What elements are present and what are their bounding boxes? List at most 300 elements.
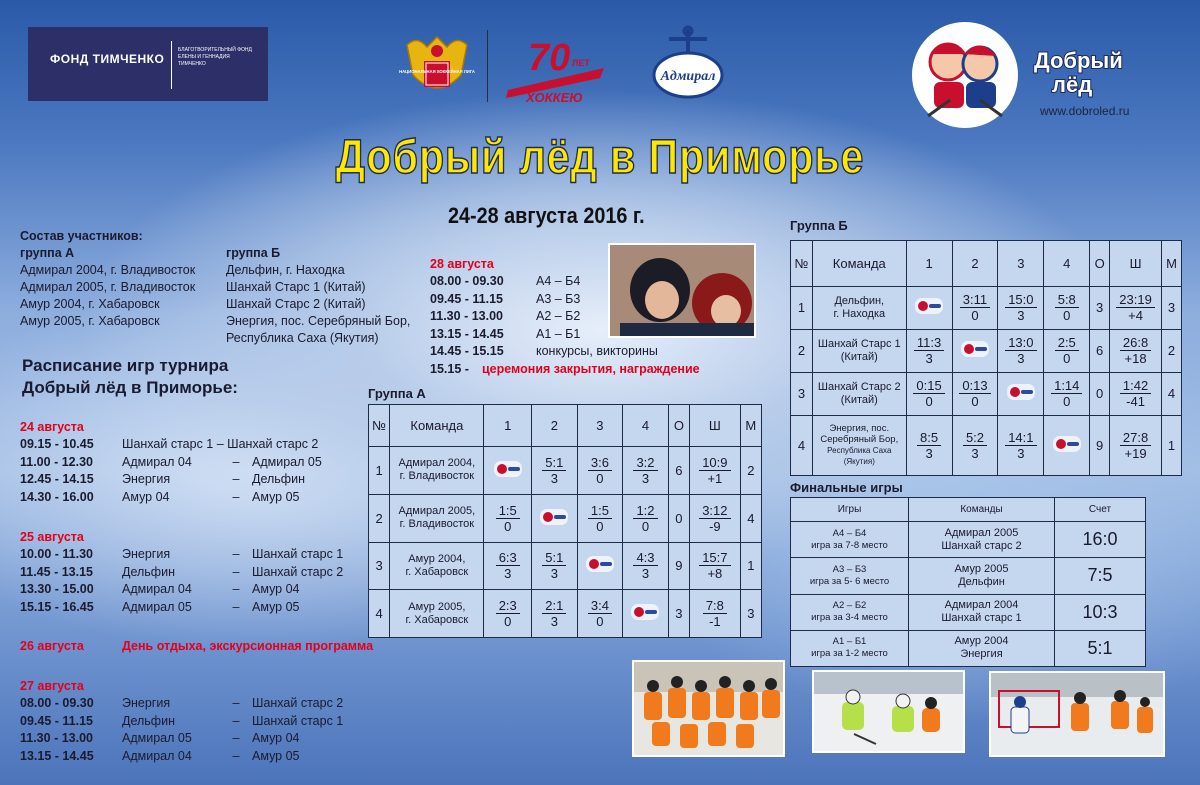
dobry-line2: лёд [1052, 72, 1093, 97]
game-pair: А3 – Б3 [536, 291, 581, 306]
score: 0:13 [959, 378, 990, 394]
score-cell [1044, 287, 1090, 330]
place: 3 [740, 590, 761, 638]
team-home: Энергия [122, 472, 171, 486]
game-action-photo [989, 671, 1165, 757]
row-number: 2 [791, 329, 813, 372]
dash: – [232, 547, 240, 561]
finals-caption: Финальные игры [790, 480, 903, 495]
schedule-title-line: Добрый лёд в Приморье: [22, 378, 238, 397]
team-home: Энергия [122, 547, 171, 561]
dobry-led-mascot-logo [910, 20, 1020, 130]
dash: – [232, 454, 240, 469]
game-row [20, 489, 322, 507]
goal-diff: +1 [707, 470, 723, 486]
score: 3:6 [588, 455, 612, 471]
day-schedule [20, 678, 343, 765]
points: 3 [971, 445, 979, 461]
points: 3 [1017, 308, 1025, 324]
table-row [791, 630, 1146, 666]
score-cell [998, 287, 1044, 330]
col-header: Команда [390, 405, 484, 447]
team-away: Дельфин [252, 472, 305, 486]
score: 1:5 [496, 503, 520, 519]
goal-diff: +8 [707, 566, 723, 582]
team-line: Серебряный Бор, [820, 434, 899, 446]
score-cell [623, 542, 669, 590]
points-total: 6 [1090, 329, 1110, 372]
score-cell [952, 415, 998, 475]
match-cell [791, 558, 909, 594]
score-cell [532, 447, 578, 495]
match-place: игра за 1-2 место [811, 648, 888, 660]
goals-cell [1110, 372, 1162, 415]
table-row [791, 594, 1146, 630]
points: 0 [641, 518, 650, 534]
admiral-club-logo [647, 25, 729, 105]
score: 5:8 [1055, 292, 1079, 308]
game-time: 11.30 - 13.00 [20, 731, 93, 745]
event-text: конкурсы, викторины [536, 344, 658, 358]
col-header: Команда [812, 241, 906, 287]
dash: – [232, 696, 240, 710]
team-home: Дельфин [122, 713, 175, 728]
day-date: 28 августа [430, 257, 494, 271]
points: 3 [641, 566, 650, 582]
dash: – [232, 472, 240, 486]
game-row [20, 471, 322, 489]
points-total: 0 [668, 494, 689, 542]
game-pair: А2 – Б2 [536, 309, 581, 323]
points: 0 [971, 394, 979, 410]
points-total: 3 [1090, 287, 1110, 330]
score: 2:5 [1055, 335, 1079, 351]
points-total: 9 [1090, 415, 1110, 475]
finals-table [790, 497, 1146, 667]
team-line: Энергия [960, 648, 1003, 661]
team-home: Адмирал 04 [122, 748, 192, 763]
score-cell [906, 329, 952, 372]
match-pair: А2 – Б2 [832, 600, 867, 612]
participants-heading: Состав участников: [20, 229, 143, 243]
schedule-title [22, 355, 238, 399]
row-number: 3 [369, 542, 390, 590]
score-cell [577, 590, 623, 638]
score: 14:1 [1005, 430, 1036, 446]
svg-text:70 [528, 37, 570, 79]
dash: – [232, 748, 240, 763]
col-header: Счет [1055, 498, 1146, 522]
group-a-team: Амур 2004, г. Хабаровск [20, 297, 160, 311]
goals-cell [1110, 329, 1162, 372]
points-total: 9 [668, 542, 689, 590]
score-cell [577, 447, 623, 495]
table-row [791, 415, 1182, 475]
anniv-word: ХОККЕЮ [526, 90, 583, 105]
row-number: 4 [791, 415, 813, 475]
goals-cell [690, 590, 741, 638]
goals-cell [1110, 415, 1162, 475]
teams-cell [909, 522, 1055, 558]
table-row [369, 590, 762, 638]
group-a-team: Амур 2005, г. Хабаровск [20, 314, 160, 328]
hockey-70-years-logo [500, 28, 610, 108]
goals: 7:8 [703, 598, 727, 614]
group-a-caption: Группа А [368, 386, 426, 401]
team-away: Амур 04 [252, 731, 300, 745]
goals: 23:19 [1116, 292, 1155, 308]
rest-day-text: День отдыха, экскурсионная программа [122, 639, 374, 653]
table-row [791, 558, 1146, 594]
score: 1:14 [1051, 378, 1082, 394]
svg-text:НАЦИОНАЛЬНАЯ ХОККЕЙНАЯ ЛИГА [399, 69, 475, 74]
final-score: 10:3 [1055, 594, 1146, 630]
dobry-led-mini-logo [494, 461, 522, 477]
team-away: Амур 05 [252, 489, 300, 504]
score: 2:3 [496, 598, 520, 614]
game-row [20, 581, 343, 599]
score-cell [906, 415, 952, 475]
match-cell [791, 630, 909, 666]
self-cell [952, 329, 998, 372]
day-date: 27 августа [20, 679, 84, 693]
place: 3 [1162, 287, 1182, 330]
goals: 27:8 [1120, 430, 1151, 446]
table-row [791, 329, 1182, 372]
row-number: 4 [369, 590, 390, 638]
table-row [791, 287, 1182, 330]
place: 2 [740, 447, 761, 495]
score: 3:4 [588, 598, 612, 614]
score-cell [952, 287, 998, 330]
anniv-number: 70 [528, 37, 571, 79]
dash: – [232, 731, 240, 745]
fond-name: ФОНД ТИМЧЕНКО [50, 52, 165, 66]
table-row [791, 522, 1146, 558]
team-line: Дельфин [958, 575, 1005, 588]
group-b-team: Дельфин, г. Находка [226, 263, 345, 277]
goals-cell [690, 542, 741, 590]
points: 3 [550, 470, 558, 486]
players-on-ice-photo [812, 670, 965, 753]
goal-diff: +4 [1128, 308, 1143, 324]
dobry-led-mini-logo [961, 341, 989, 357]
match-cell [791, 594, 909, 630]
score-cell [484, 542, 532, 590]
points-total: 3 [668, 590, 689, 638]
final-score: 5:1 [1055, 630, 1146, 666]
place: 4 [1162, 372, 1182, 415]
match-cell [791, 522, 909, 558]
team-line: Адмирал 2004 [944, 599, 1019, 612]
points: 3 [550, 614, 558, 630]
score: 5:2 [963, 430, 987, 446]
event-time: 15.15 - [430, 361, 469, 376]
points: 3 [550, 566, 558, 582]
col-header: Команды [909, 498, 1055, 522]
team-home: Адмирал 05 [122, 599, 192, 614]
dobry-led-mini-logo [1007, 384, 1035, 400]
game-time: 09.45 - 11.15 [430, 291, 503, 306]
game-time: 11.00 - 12.30 [20, 454, 93, 469]
table-row [369, 542, 762, 590]
day-schedule [20, 529, 343, 616]
game-row [20, 436, 322, 454]
col-header: М [1162, 241, 1182, 287]
score-cell [998, 329, 1044, 372]
team-line: Шанхай Старс 1 [817, 337, 901, 350]
team-away: Амур 05 [252, 599, 300, 614]
dash: – [232, 582, 240, 596]
team-away: Адмирал 05 [252, 454, 322, 469]
dobry-led-mini-logo [631, 604, 659, 620]
svg-text:Адмирал [660, 69, 716, 84]
team-line: Шанхай Старс 2 [817, 380, 901, 393]
team-name [390, 590, 484, 638]
points: 0 [596, 470, 604, 486]
team-line: Адмирал 2005, [398, 505, 476, 518]
final-score: 7:5 [1055, 558, 1146, 594]
table-header-row [791, 241, 1182, 287]
table-header-row [791, 498, 1146, 522]
team-group-photo [632, 660, 785, 757]
points: 0 [925, 394, 933, 410]
points: 3 [641, 470, 650, 486]
score: 5:1 [542, 550, 566, 566]
points: 0 [504, 614, 512, 630]
goals-cell [690, 494, 741, 542]
game-row [20, 695, 343, 713]
event-row [430, 343, 700, 361]
score: 8:5 [917, 430, 941, 446]
goal-diff: +18 [1124, 351, 1147, 367]
col-header: 4 [1044, 241, 1090, 287]
table-row [369, 447, 762, 495]
day-date: 24 августа [20, 420, 84, 434]
row-number: 1 [791, 287, 813, 330]
score-cell [623, 447, 669, 495]
game-time: 09.45 - 11.15 [20, 713, 93, 728]
participants-block [20, 228, 195, 330]
game-time: 09.15 - 10.45 [20, 437, 94, 451]
table-header-row [369, 405, 762, 447]
event-time: 14.45 - 15.15 [430, 344, 504, 358]
points: 0 [596, 518, 604, 534]
points-total: 6 [668, 447, 689, 495]
group-a-team: Адмирал 2005, г. Владивосток [20, 280, 196, 294]
team-home: Адмирал 04 [122, 454, 192, 469]
group-a-label: группа А [20, 246, 75, 260]
goals-cell [1110, 287, 1162, 330]
score: 0:15 [913, 378, 944, 394]
svg-text:ХОККЕЮ [525, 90, 583, 105]
group-b-team: Шанхай Старс 1 (Китай) [226, 280, 366, 294]
goal-diff: -41 [1126, 394, 1145, 410]
team-line: Адмирал 2005 [944, 526, 1019, 539]
team-name [812, 415, 906, 475]
team-line: Энергия, пос. [829, 423, 890, 435]
score: 5:1 [542, 455, 566, 471]
goals: 10:9 [699, 455, 730, 471]
group-b-participants [226, 245, 410, 347]
self-cell [1044, 415, 1090, 475]
col-header: Ш [1110, 241, 1162, 287]
group-b-team: Республика Саха (Якутия) [226, 331, 379, 345]
table-row [369, 494, 762, 542]
points: 3 [925, 351, 933, 367]
goal-diff: +19 [1124, 445, 1147, 461]
match-place: игра за 5- 6 место [809, 575, 890, 587]
table-row [791, 372, 1182, 415]
goals: 1:42 [1120, 378, 1151, 394]
team-line: Шанхай старс 1 [941, 612, 1022, 625]
team-line: (Китай) [840, 350, 878, 363]
col-header: О [668, 405, 689, 447]
admiral-word: Адмирал [660, 69, 716, 84]
score: 2:1 [542, 598, 566, 614]
team-line: (Китай) [840, 393, 878, 406]
score-cell [906, 372, 952, 415]
match-place: игра за 7-8 место [811, 539, 888, 551]
team-line: г. Находка [833, 307, 886, 320]
points: 3 [1017, 445, 1025, 461]
team-line: Амур 2005, [408, 600, 466, 613]
teams-cell [909, 558, 1055, 594]
team-line: Республика Саха (Якутия) [827, 446, 892, 467]
score-cell [577, 494, 623, 542]
match-pair: А4 – Б4 [832, 527, 867, 539]
game-pair: А1 – Б1 [536, 326, 581, 341]
place: 4 [740, 494, 761, 542]
points: 3 [1017, 351, 1025, 367]
score: 3:11 [960, 292, 990, 308]
svg-text:лёд [1052, 72, 1092, 97]
team-line: Адмирал 2004, [398, 457, 476, 470]
col-header: 3 [577, 405, 623, 447]
dobry-led-logo [1030, 44, 1165, 99]
team-name [390, 542, 484, 590]
team-line: г. Хабаровск [405, 613, 469, 626]
match-pair: А1 – Б1 [832, 636, 867, 648]
col-header: № [791, 241, 813, 287]
kids-helmets-photo [608, 243, 756, 338]
event-row [430, 361, 700, 379]
team-line: Амур 2004, [408, 552, 466, 565]
self-cell [532, 494, 578, 542]
group-a-team: Адмирал 2004, г. Владивосток [20, 263, 196, 277]
col-header: 4 [623, 405, 669, 447]
game-time: 08.00 - 09.30 [430, 274, 504, 288]
site-url[interactable]: www.dobroled.ru [1040, 104, 1130, 118]
points: 0 [1063, 394, 1071, 410]
points: 0 [1063, 308, 1071, 324]
dash: – [232, 599, 240, 614]
team-home: Адмирал 05 [122, 731, 192, 745]
dobry-led-mini-logo [586, 556, 614, 572]
svg-text:ЛЕТ [572, 58, 590, 68]
goals-cell [690, 447, 741, 495]
game-time: 12.45 - 14.15 [20, 472, 94, 486]
rest-day [20, 639, 373, 653]
game-row [20, 546, 343, 564]
goals: 3:12 [699, 503, 730, 519]
game-time: 10.00 - 11.30 [20, 547, 93, 561]
score-cell [1044, 329, 1090, 372]
team-name [812, 287, 906, 330]
dobry-line1: Добрый [1034, 48, 1123, 73]
group-b-label: группа Б [226, 246, 281, 260]
game-row [20, 599, 343, 617]
self-cell [998, 372, 1044, 415]
col-header: № [369, 405, 390, 447]
team-away: Шанхай старс 1 [252, 547, 344, 561]
score-cell [484, 494, 532, 542]
team-away: Амур 04 [252, 582, 300, 596]
group-a-table [368, 404, 762, 638]
game-row [20, 730, 343, 748]
score: 13:0 [1005, 335, 1036, 351]
goals: 15:7 [699, 550, 730, 566]
self-cell [577, 542, 623, 590]
match-pair: А3 – Б3 [832, 563, 867, 575]
team-away: Амур 05 [252, 748, 300, 763]
game-row [20, 748, 343, 766]
score-cell [1044, 372, 1090, 415]
self-cell [906, 287, 952, 330]
score-cell [532, 542, 578, 590]
team-line: Шанхай старс 2 [941, 539, 1022, 552]
row-number: 1 [369, 447, 390, 495]
game-time: 13.15 - 14.45 [430, 326, 504, 341]
game-time: 08.00 - 09.30 [20, 696, 94, 710]
game-time: 11.45 - 13.15 [20, 564, 93, 579]
team-name [390, 447, 484, 495]
rest-day-date: 26 августа [20, 639, 84, 653]
dash: – [232, 564, 240, 579]
points: 0 [504, 518, 512, 534]
team-home: Амур 04 [122, 489, 170, 504]
row-number: 2 [369, 494, 390, 542]
day-date: 25 августа [20, 530, 84, 544]
poster-title: Добрый лёд в Приморье [335, 131, 865, 184]
team-home: Энергия [122, 696, 171, 710]
score-cell [532, 590, 578, 638]
score-cell [623, 494, 669, 542]
col-header: 3 [998, 241, 1044, 287]
game-row [20, 564, 343, 582]
team-line: г. Владивосток [399, 518, 475, 531]
points: 3 [504, 566, 512, 582]
teams-cell [909, 594, 1055, 630]
game-row [20, 713, 343, 731]
group-b-team: Шанхай Старс 2 (Китай) [226, 297, 366, 311]
team-away: Шанхай старс 2 [252, 564, 344, 579]
col-header: 1 [906, 241, 952, 287]
dobry-led-mini-logo [540, 509, 568, 525]
goal-diff: -9 [709, 518, 721, 534]
col-header: О [1090, 241, 1110, 287]
fond-subtitle: БЛАГОТВОРИТЕЛЬНЫЙ ФОНД ЕЛЕНЫ И ГЕННАДИЯ ТИМЧЕНКО [178, 47, 252, 67]
anniv-small: ЛЕТ [572, 58, 590, 68]
team-name [812, 372, 906, 415]
score: 4:3 [633, 550, 657, 566]
self-cell [484, 447, 532, 495]
col-header: Ш [690, 405, 741, 447]
points: 0 [1063, 351, 1071, 367]
team-line: г. Владивосток [399, 470, 475, 483]
col-header: 1 [484, 405, 532, 447]
col-header: Игры [791, 498, 909, 522]
